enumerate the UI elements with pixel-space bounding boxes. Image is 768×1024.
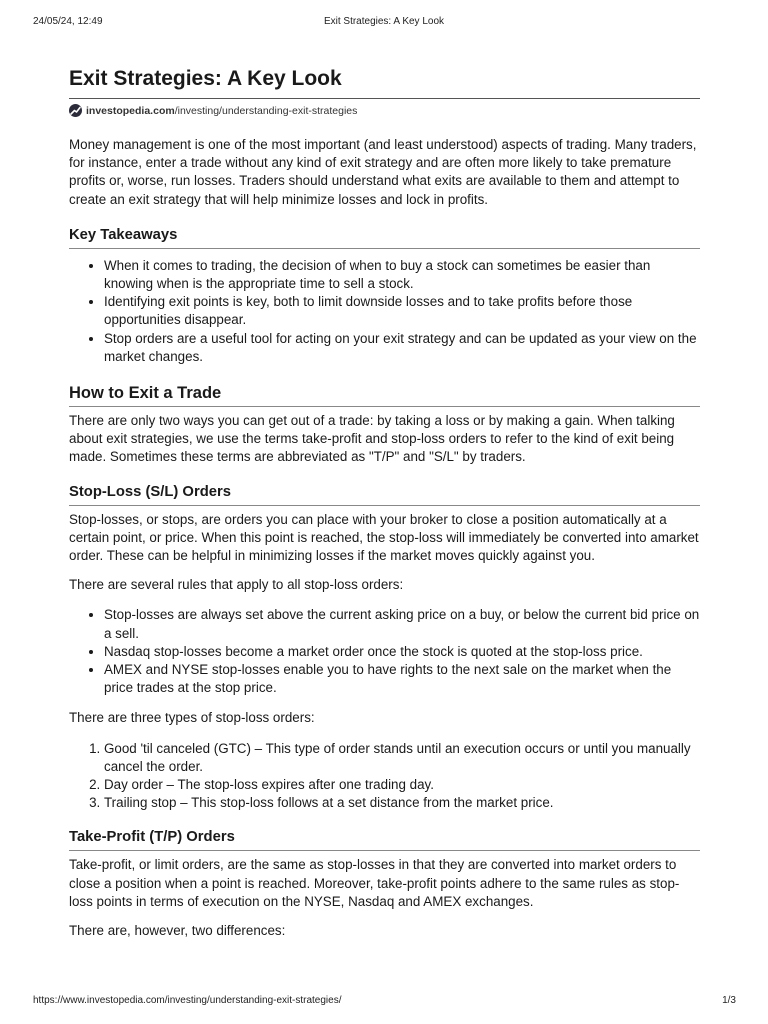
print-header: [0, 16, 768, 30]
source-path[interactable]: /investing/understanding-exit-strategies: [174, 104, 358, 117]
key-takeaways-list: [69, 257, 700, 366]
list-item: • Stop-losses are always set above the current asking price on a buy, or below the current bid price on a sell.: [104, 606, 700, 642]
list-item: 3. Trailing stop – This stop-loss follows at a set distance from the market price.: [104, 794, 700, 812]
print-footer-url[interactable]: https://www.investopedia.com/investing/understanding-exit-strategies/: [33, 995, 342, 1006]
print-datetime: 24/05/24, 12:49: [33, 16, 103, 27]
take-profit-differences-intro: There are, however, two differences:: [69, 923, 286, 939]
list-item: • Nasdaq stop-losses become a market order once the stock is quoted at the stop-loss price.: [104, 643, 700, 661]
take-profit-paragraph: Take-profit, or limit orders, are the same as stop-losses in that they are converted into market orders to close a position when a point is reached. Moreover, take-profit points adhere to the same rules as stop-loss points in terms of execution on the NYSE, Nasdaq and AMEX exchanges.: [69, 857, 680, 909]
how-to-exit-paragraph: There are only two ways you can get out of a trade: by taking a loss or by making a gain. When talking about exit strategies, we use the terms take-profit and stop-loss orders to refer to the kind of exit being made. Sometimes these terms are abbreviated as "T/P" and "S/L" by traders.: [69, 413, 675, 465]
take-profit-heading: Take-Profit (T/P) Orders: [69, 827, 700, 851]
investopedia-logo-icon: [69, 104, 82, 117]
list-item: 2. Day order – The stop-loss expires after one trading day.: [104, 776, 700, 794]
stop-loss-types-intro: There are three types of stop-loss orders:: [69, 710, 315, 726]
list-item: • Stop orders are a useful tool for acting on your exit strategy and can be updated as your view on the market changes.: [104, 330, 700, 366]
article: [69, 64, 700, 940]
source-line[interactable]: [69, 103, 700, 118]
key-takeaways-heading: Key Takeaways: [69, 225, 700, 249]
page-number: 1/3: [722, 995, 736, 1006]
stop-loss-rules-intro: There are several rules that apply to all stop-loss orders:: [69, 577, 404, 593]
list-item: • Identifying exit points is key, both to limit downside losses and to take profits before those opportunities disappear.: [104, 293, 700, 329]
stop-loss-types-list: [69, 740, 700, 813]
stop-loss-rules-list: [69, 606, 700, 697]
source-domain[interactable]: investopedia.com: [86, 104, 175, 117]
list-item: • When it comes to trading, the decision of when to buy a stock can sometimes be easier than knowing when is the appropriate time to sell a stock.: [104, 257, 700, 293]
how-to-exit-heading: How to Exit a Trade: [69, 383, 700, 407]
list-item: • AMEX and NYSE stop-losses enable you to have rights to the next sale on the market when the price trades at the stop price.: [104, 661, 700, 697]
list-item: 1. Good 'til canceled (GTC) – This type of order stands until an execution occurs or until you manually cancel the order.: [104, 740, 700, 776]
stop-loss-heading: Stop-Loss (S/L) Orders: [69, 482, 700, 506]
article-title: Exit Strategies: A Key Look: [69, 64, 700, 99]
print-footer: [0, 995, 768, 1009]
print-document-title: Exit Strategies: A Key Look: [323, 16, 445, 27]
stop-loss-paragraph: Stop-losses, or stops, are orders you can place with your broker to close a position automatically at a certain point, or price. When this point is reached, the stop-loss will immediately be converted into amarket order. These can be helpful in minimizing losses if the market moves quickly against you.: [69, 511, 699, 564]
intro-paragraph: Money management is one of the most important (and least understood) aspects of trading. Many traders, for instance, enter a trade without any kind of exit strategy and are often more likely to take premature profits or, worse, run losses. Traders should understand what exits are available to them and attempt to create an exit strategy that will help minimize losses and lock in profits.: [69, 137, 697, 207]
